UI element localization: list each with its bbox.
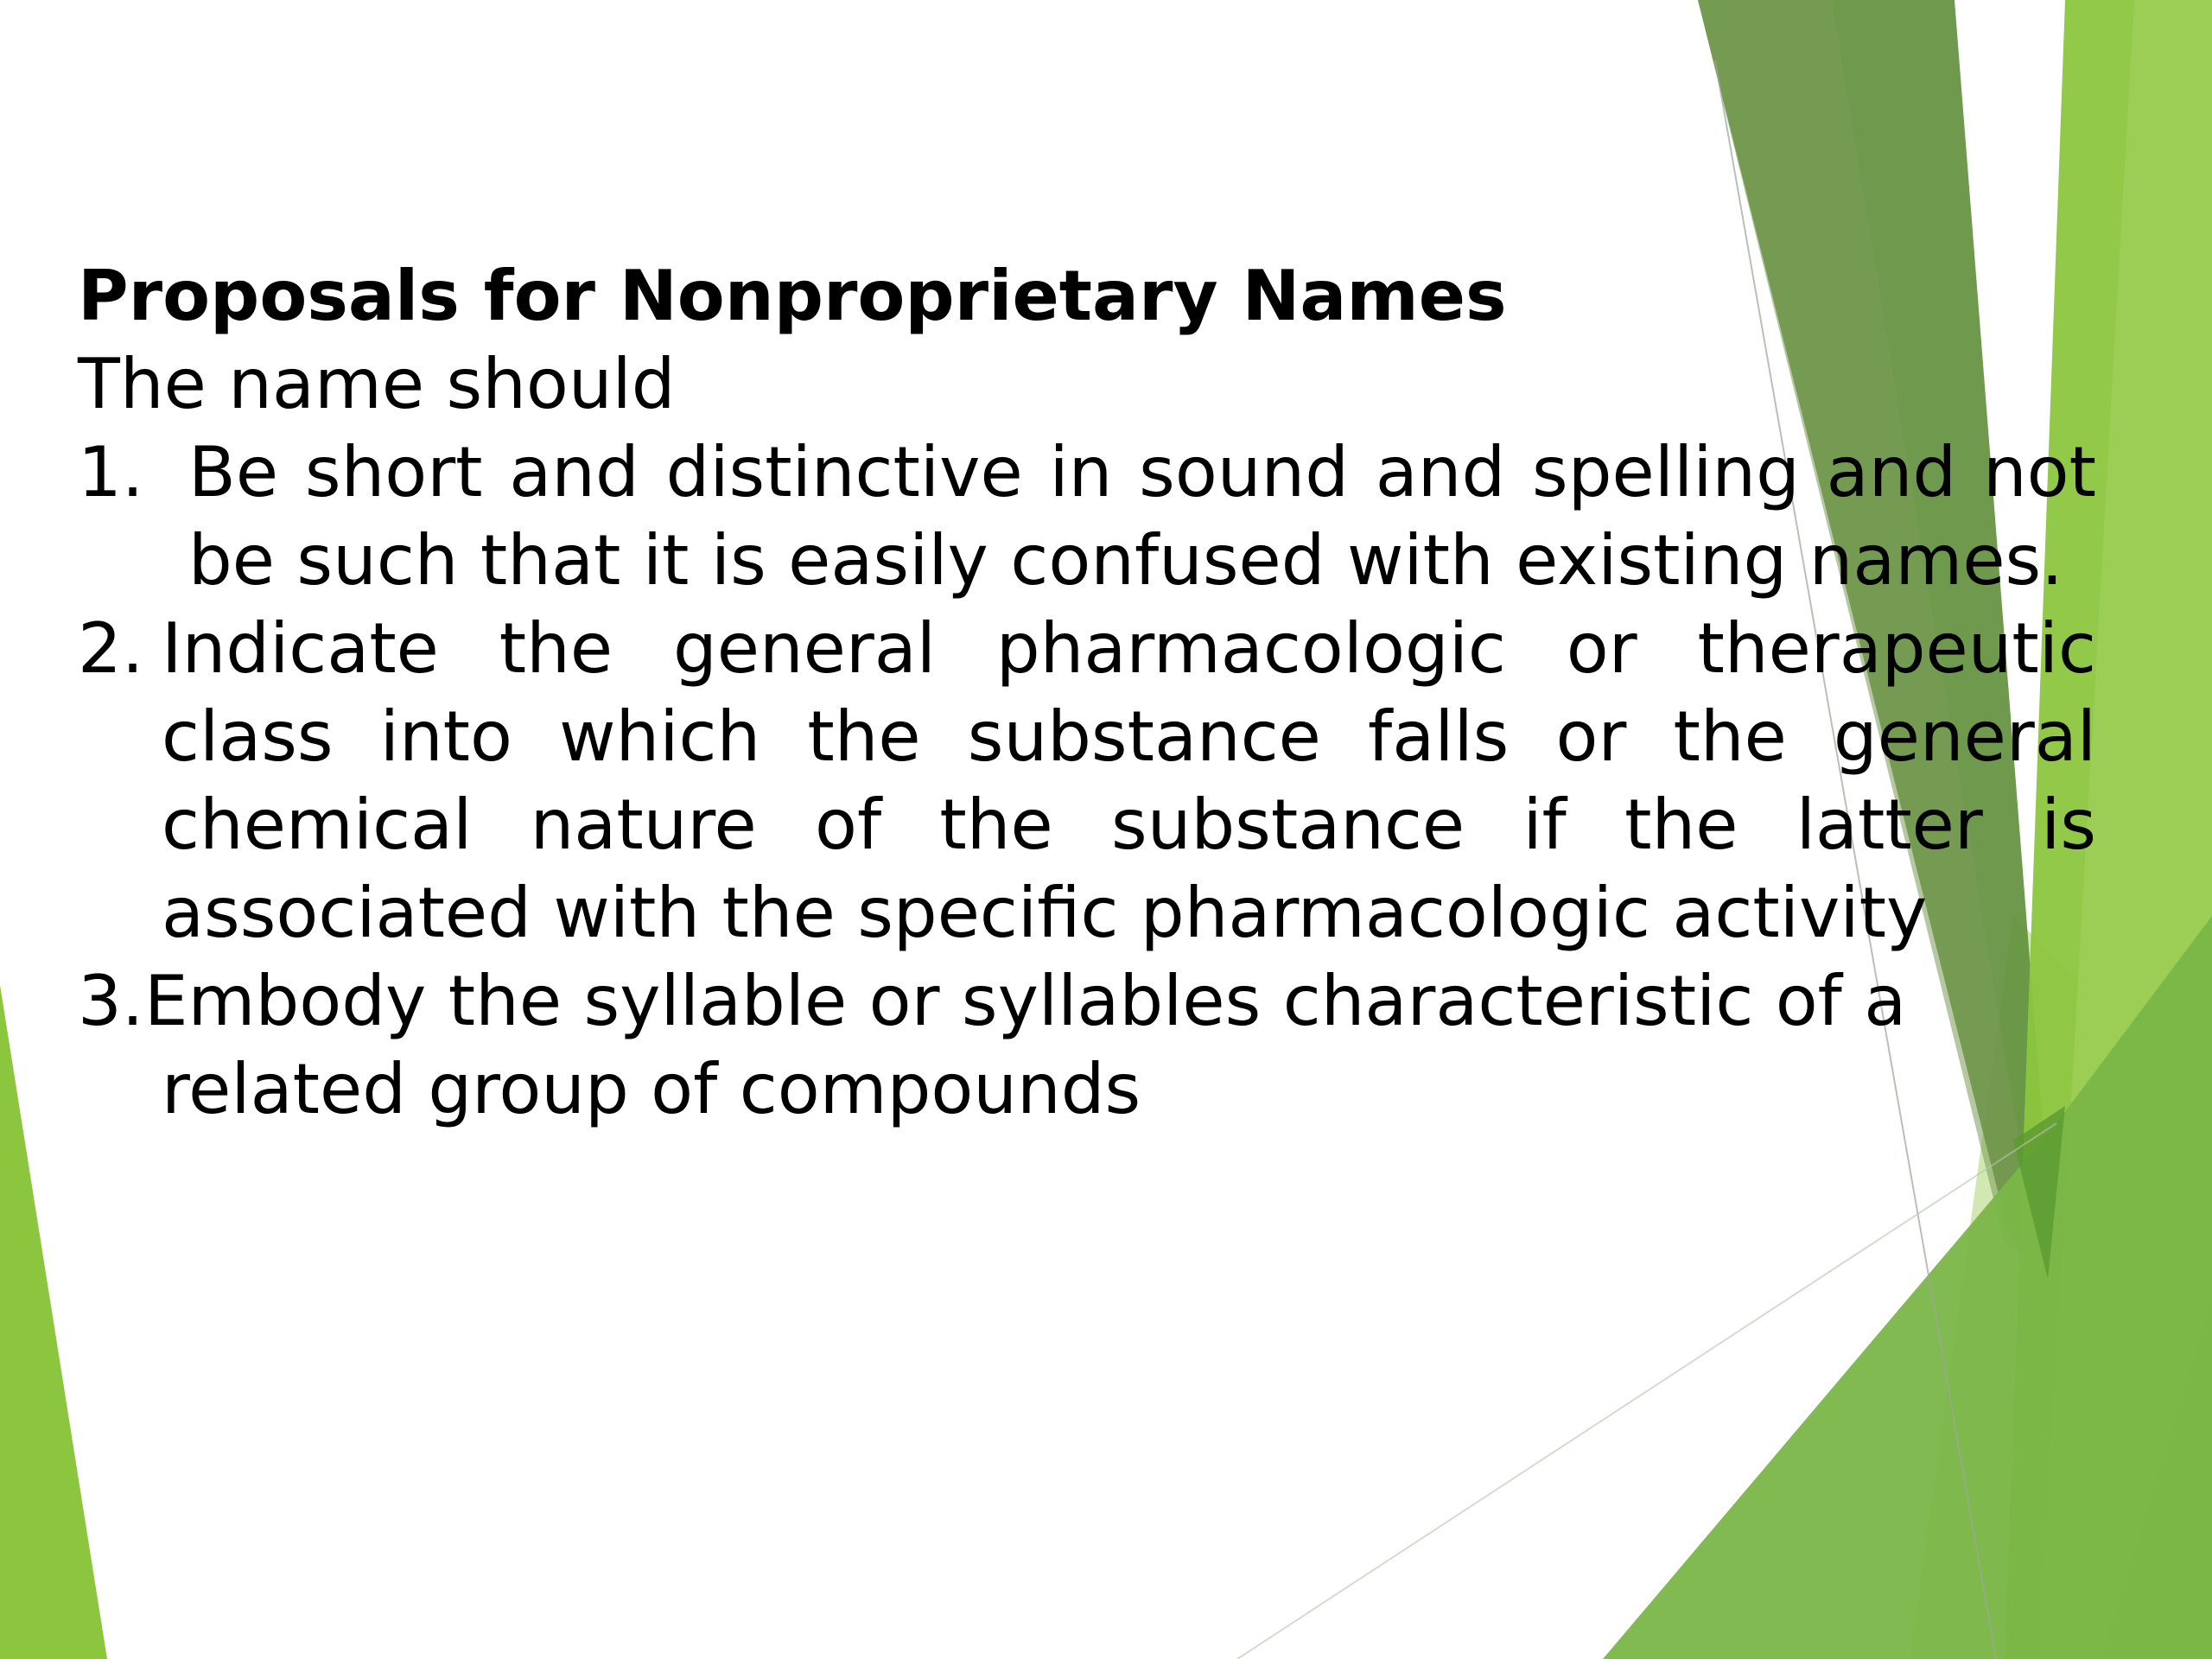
list-item: [78, 957, 2096, 1134]
slide-title: Proposals for Nonproprietary Names: [78, 256, 1507, 336]
list-item-number: 3.: [78, 961, 144, 1041]
list-item-number: 2.: [78, 608, 144, 689]
list-item: [78, 605, 2096, 957]
intro-text: The name should: [78, 344, 676, 424]
list-item-text: Indicate the general pharmacologic or therapeutic class into which the substance falls or the general chemical nature of the substance if the latter is associated with the specific pharmacologic activity: [162, 608, 2096, 953]
list-item-text: Embody the syllable or syllables characteristic of a related group of compounds: [144, 961, 1907, 1129]
list-item: [78, 429, 2096, 605]
list-item-number: 1.: [78, 432, 144, 512]
list-item-text: Be short and distinctive in sound and spelling and not be such that it is easily confused with existing names.: [188, 432, 2096, 601]
slide-content: [78, 252, 2096, 1134]
